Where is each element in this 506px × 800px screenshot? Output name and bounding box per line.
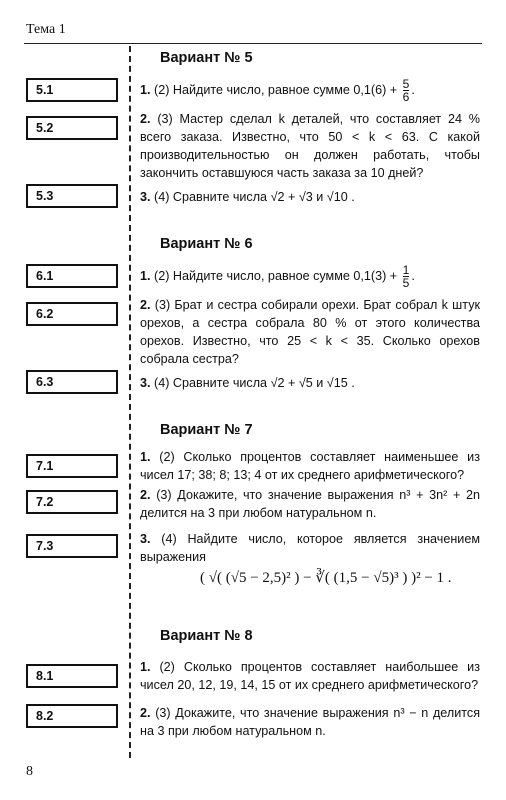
task-number: 1. xyxy=(140,660,151,674)
task-text: (2) Найдите число, равное сумме 0,1(6) + xyxy=(154,82,398,97)
fraction xyxy=(403,264,410,289)
task-number: 3. xyxy=(140,376,151,390)
task-text: (2) Найдите число, равное сумме 0,1(3) + xyxy=(154,268,398,283)
answer-box-5-3[interactable]: 5.3 xyxy=(26,184,118,208)
variant-6-title: Вариант № 6 xyxy=(160,236,253,252)
answer-box-5-1[interactable]: 5.1 xyxy=(26,78,118,102)
frac-numerator: 1 xyxy=(402,263,410,277)
task-text: (2) Сколько процентов составляет наибольшее из чисел 20, 12, 19, 14, 15 от их среднего арифметического? xyxy=(140,660,480,692)
answer-box-7-1[interactable]: 7.1 xyxy=(26,454,118,478)
task-6-3 xyxy=(140,374,480,392)
answer-box-8-1[interactable]: 8.1 xyxy=(26,664,118,688)
frac-denominator: 6 xyxy=(402,90,410,104)
task-tail: . xyxy=(411,82,415,97)
variant-5-title: Вариант № 5 xyxy=(160,50,253,66)
answer-box-5-2[interactable]: 5.2 xyxy=(26,116,118,140)
task-number: 1. xyxy=(140,268,151,283)
variant-7-title: Вариант № 7 xyxy=(160,422,253,438)
task-text: (4) Сравните числа √2 + √3 и √10 . xyxy=(154,190,355,204)
task-6-1 xyxy=(140,264,480,289)
task-8-1 xyxy=(140,658,480,694)
task-8-2 xyxy=(140,704,480,740)
task-number: 2. xyxy=(140,298,151,312)
task-text: (4) Найдите число, которое является значением выражения xyxy=(140,532,480,564)
task-number: 2. xyxy=(140,488,151,502)
task-6-2 xyxy=(140,296,480,368)
answer-box-7-2[interactable]: 7.2 xyxy=(26,490,118,514)
answer-box-6-3[interactable]: 6.3 xyxy=(26,370,118,394)
task-5-2 xyxy=(140,110,480,182)
task-number: 1. xyxy=(140,450,151,464)
page-number: 8 xyxy=(26,764,33,779)
task-number: 1. xyxy=(140,82,151,97)
task-7-3 xyxy=(140,530,480,566)
task-5-3 xyxy=(140,188,480,206)
formula-7-3: ( √( (√5 − 2,5)² ) − ∛( (1,5 − √5)³ ) )² − 1 . xyxy=(200,570,452,586)
task-number: 2. xyxy=(140,112,151,126)
answer-box-6-1[interactable]: 6.1 xyxy=(26,264,118,288)
answer-box-6-2[interactable]: 6.2 xyxy=(26,302,118,326)
page-header-title: Тема 1 xyxy=(26,22,66,37)
task-text: (3) Мастер сделал k деталей, что составляет 24 % всего заказа. Известно, что 50 < k < 63. С какой производительностью он должен работать, чтобы закончить оставшуюся часть заказа за 10 дней? xyxy=(140,112,480,180)
task-tail: . xyxy=(411,268,415,283)
cut-line xyxy=(129,46,131,758)
task-5-1 xyxy=(140,78,480,103)
answer-box-7-3[interactable]: 7.3 xyxy=(26,534,118,558)
fraction xyxy=(403,78,410,103)
task-text: (3) Докажите, что значение выражения n³ − n делится на 3 при любом натуральном n. xyxy=(140,706,481,738)
task-7-1 xyxy=(140,448,480,484)
task-text: (3) Брат и сестра собирали орехи. Брат собрал k штук орехов, а сестра собрала 80 % от этого количества орехов. Известно, что 25 < k < 35. Сколько орехов собрала сестра? xyxy=(140,298,480,366)
task-number: 3. xyxy=(140,532,151,546)
header-rule xyxy=(24,43,482,44)
task-number: 2. xyxy=(140,706,151,720)
task-number: 3. xyxy=(140,190,151,204)
variant-8-title: Вариант № 8 xyxy=(160,628,253,644)
task-text: (2) Сколько процентов составляет наименьшее из чисел 17; 38; 8; 13; 4 от их среднего арифметического? xyxy=(140,450,480,482)
frac-denominator: 5 xyxy=(402,276,410,290)
frac-numerator: 5 xyxy=(402,77,410,91)
task-text: (3) Докажите, что значение выражения n³ + 3n² + 2n делится на 3 при любом натуральном n. xyxy=(140,488,481,520)
answer-box-8-2[interactable]: 8.2 xyxy=(26,704,118,728)
task-text: (4) Сравните числа √2 + √5 и √15 . xyxy=(154,376,355,390)
task-7-2 xyxy=(140,486,480,522)
